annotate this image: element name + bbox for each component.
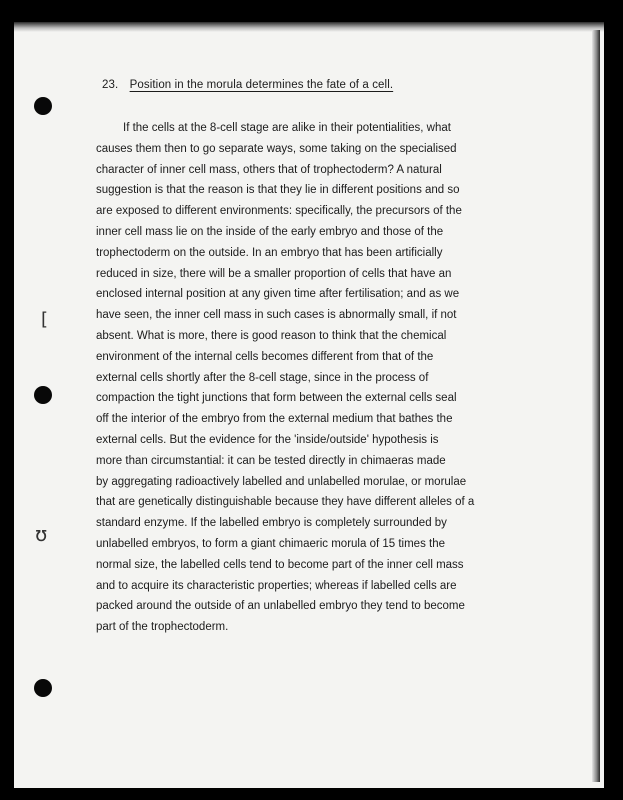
paragraph-line: have seen, the inner cell mass in such cases is abnormally small, if not [96, 309, 457, 322]
punch-hole-top [34, 97, 52, 115]
paragraph-line: causes them then to go separate ways, some taking on the specialised [96, 142, 457, 155]
paragraph-line: more than circumstantial: it can be tested directly in chimaeras made [96, 454, 446, 467]
paragraph-line: external cells. But the evidence for the 'inside/outside' hypothesis is [96, 433, 439, 446]
paragraph-line: absent. What is more, there is good reason to think that the chemical [96, 329, 447, 342]
page-right-edge-shadow [592, 30, 600, 782]
paragraph-line: off the interior of the embryo from the external medium that bathes the [96, 413, 453, 426]
margin-bracket-mark: [ [41, 309, 49, 330]
paragraph-line: character of inner cell mass, others that of trophectoderm? A natural [96, 163, 442, 176]
paragraph-line: standard enzyme. If the labelled embryo is completely surrounded by [96, 517, 447, 530]
section-number: 23. [102, 79, 119, 91]
punch-hole-bottom [34, 679, 52, 697]
paragraph-line: and to acquire its characteristic properties; whereas if labelled cells are [96, 579, 457, 592]
paragraph-line: trophectoderm on the outside. In an embryo that has been artificially [96, 246, 443, 259]
punch-hole-middle [34, 386, 52, 404]
paragraph-line: compaction the tight junctions that form between the external cells seal [96, 392, 457, 405]
paragraph-line: enclosed internal position at any given time after fertilisation; and as we [96, 288, 460, 301]
margin-curl-mark: ʊ [35, 522, 48, 546]
page-top-edge-shadow [14, 22, 604, 32]
paragraph-line: are exposed to different environments: specifically, the precursors of the [96, 205, 462, 218]
section-title: Position in the morula determines the fate of a cell. [129, 79, 394, 91]
paragraph-line: part of the trophectoderm. [96, 621, 229, 634]
paragraph-line: suggestion is that the reason is that they lie in different positions and so [96, 184, 460, 197]
paragraph-line: that are genetically distinguishable because they have different alleles of a [96, 496, 475, 509]
paragraph-line: If the cells at the 8-cell stage are alike in their potentialities, what [123, 122, 451, 134]
paragraph-line: environment of the internal cells becomes different from that of the [96, 350, 434, 363]
paragraph-line: packed around the outside of an unlabelled embryo they tend to become [96, 600, 465, 613]
paragraph-line: unlabelled embryos, to form a giant chimaeric morula of 15 times the [96, 537, 445, 550]
body-paragraph [96, 118, 536, 638]
paragraph-line: inner cell mass lie on the inside of the early embryo and those of the [96, 225, 444, 238]
section-heading [102, 79, 393, 91]
paragraph-line: external cells shortly after the 8-cell stage, since in the process of [96, 371, 429, 384]
paragraph-line: reduced in size, there will be a smaller proportion of cells that have an [96, 267, 452, 280]
paragraph-line: by aggregating radioactively labelled and unlabelled morulae, or morulae [96, 475, 467, 488]
paragraph-line: normal size, the labelled cells tend to become part of the inner cell mass [96, 558, 464, 571]
